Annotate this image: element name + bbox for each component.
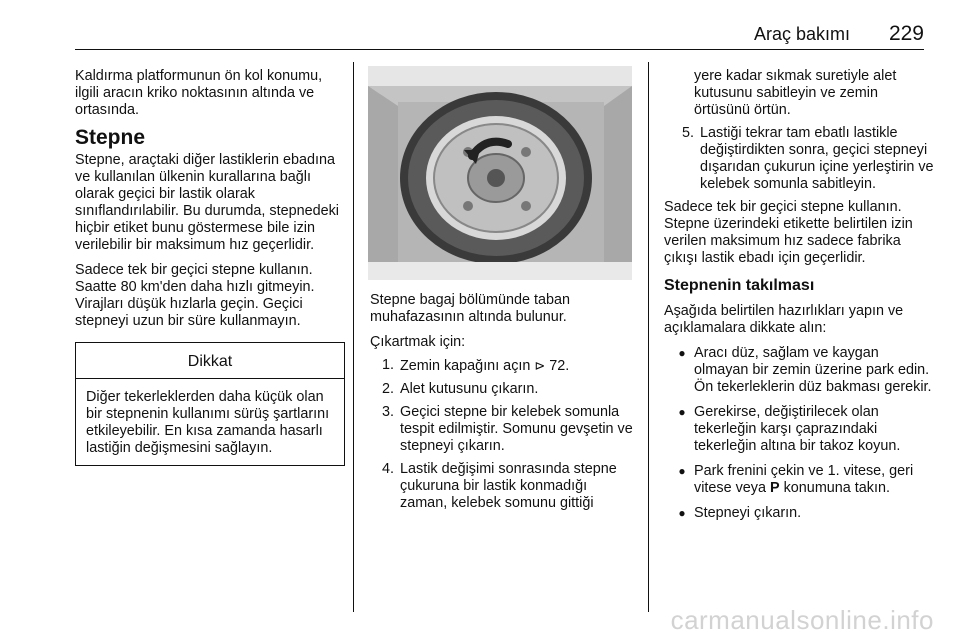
paragraph: Sadece tek bir geçici stepne kullanın. Stepne üzerindeki etikette belirtilen izin verilen maksimum hız sadece fabrika çıkışı lastik ebadı için geçerlidir.: [664, 199, 913, 266]
page-number: 229: [888, 22, 924, 45]
list-item: 4. Lastik değişimi sonrasında stepne çukuruna bir lastik konmadığı zaman, kelebek somunu gittiği: [381, 461, 617, 511]
header-rule: [75, 49, 924, 50]
page-reference-link[interactable]: 72.: [549, 358, 570, 374]
section-heading-fitting: Stepnenin takılması: [664, 277, 815, 294]
bullet-icon: ●: [678, 464, 686, 478]
paragraph: Sadece tek bir geçici stepne kullanın. Saatte 80 km'den daha hızlı gitmeyin. Virajları düşük hızlarla geçin. Geçici stepneyi uzun bir süre kullanmayın.: [75, 262, 315, 329]
spare-wheel-illustration: [368, 66, 632, 280]
list-item: ● Park frenini çekin ve 1. vitese, geri vitese veya P konumuna takın.: [664, 463, 934, 497]
bullet-icon: ●: [678, 346, 686, 360]
bullet-icon: ●: [678, 506, 686, 520]
list-item: ● Aracı düz, sağlam ve kaygan olmayan bir zemin üzerine park edin. Ön tekerleklerin düz bakması gerekir.: [664, 345, 934, 396]
paragraph: Stepne, araçtaki diğer lastiklerin ebadına ve kullanılan ülkenin kurallarına bağlı olarak geçici bir lastik olarak sınıflandırılabilir. Bu durumda, stepnedeki hiçbir etiket bunu göstermese bile izin verilebilir bir maksimum hız geçerlidir.: [75, 152, 339, 253]
bullet-icon: ●: [678, 405, 686, 419]
intro-paragraph: Kaldırma platformunun ön kol konumu, ilgili aracın kriko noktasının altında ve ortasında.: [75, 68, 323, 118]
list-item: 3. Geçici stepne bir kelebek somunla tespit edilmiştir. Somunu gevşetin ve stepneyi çıkarın.: [381, 404, 633, 454]
caution-title: Dikkat: [76, 343, 344, 379]
page-header: [0, 0, 960, 50]
column-divider: [648, 62, 649, 612]
column-divider: [353, 62, 354, 612]
column-left: [75, 68, 345, 466]
gear-position-p: P: [770, 480, 780, 496]
caution-box: [75, 342, 345, 466]
preparation-list: [664, 345, 934, 522]
list-item: ● Stepneyi çıkarın.: [664, 505, 934, 522]
caution-text: Diğer tekerleklerden daha küçük olan bir stepnenin kullanımı sürüş şartlarını etkileyebilir. En kısa zamanda hasarlı lastiğin değişmesini sağlayın.: [86, 389, 330, 456]
column-middle: [370, 292, 636, 518]
column-right: [664, 68, 934, 530]
page-title: Araç bakımı: [753, 24, 850, 44]
list-item: ● Gerekirse, değiştirilecek olan tekerleğin karşı çaprazındaki tekerleğin altına bir takoz koyun.: [664, 404, 934, 455]
removal-heading: Çıkartmak için:: [370, 334, 466, 350]
reference-arrow-icon: ⊳: [534, 358, 546, 373]
removal-steps: [370, 357, 636, 512]
photo-caption: Stepne bagaj bölümünde taban muhafazasının altında bulunur.: [370, 292, 571, 325]
paragraph: Aşağıda belirtilen hazırlıkları yapın ve açıklamalara dikkate alın:: [664, 303, 904, 336]
removal-steps-cont: [664, 125, 934, 193]
list-item: 5. Lastiği tekrar tam ebatlı lastikle değiştirdikten sonra, geçici stepneyi dışarıdan çukurun içine yerleştirin ve kelebek somunla sabitleyin.: [681, 125, 934, 192]
watermark: carmanualsonline.info: [670, 605, 934, 635]
section-heading-stepne: Stepne: [75, 126, 146, 149]
list-item: 2. Alet kutusunu çıkarın.: [381, 381, 539, 397]
list-item: 1. Zemin kapağını açın ⊳ 72.: [381, 357, 570, 374]
step-continuation: yere kadar sıkmak suretiyle alet kutusunu sabitleyin ve zemin örtüsünü örtün.: [694, 68, 897, 118]
spare-wheel-photo: [368, 66, 632, 280]
